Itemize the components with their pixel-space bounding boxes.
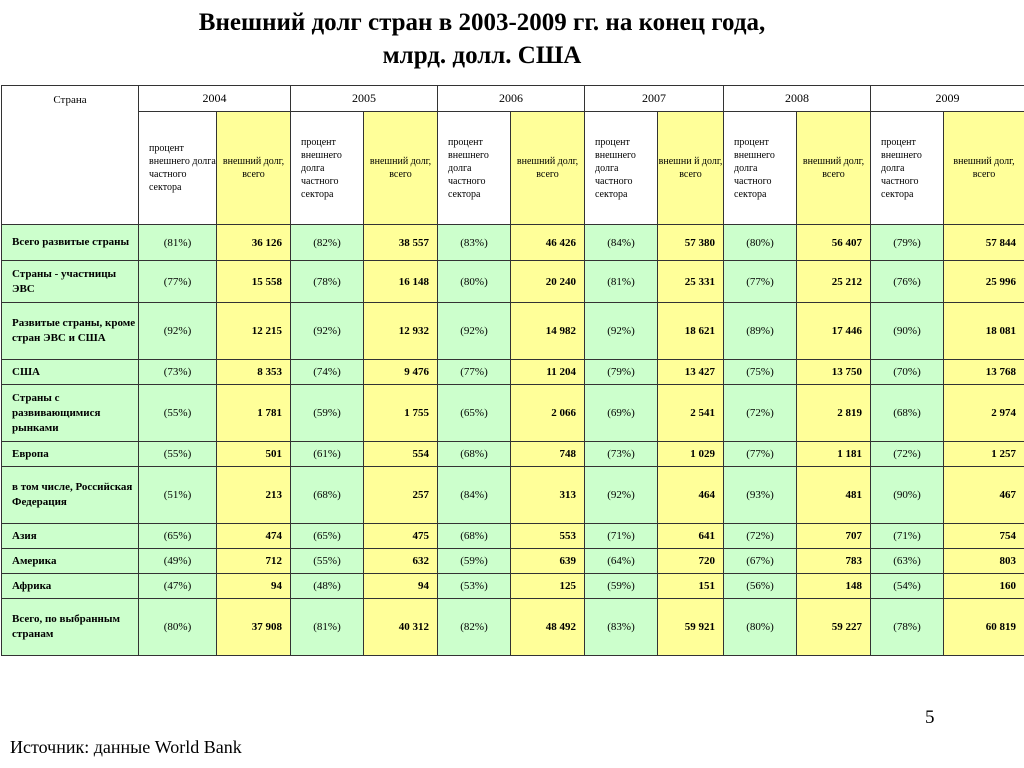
total-debt-cell: 18 081: [944, 303, 1024, 360]
total-debt-cell: 1 781: [217, 385, 291, 442]
total-debt-cell: 25 212: [797, 261, 871, 303]
total-debt-cell: 712: [217, 549, 291, 574]
table-row: [2, 574, 1024, 599]
private-share-cell: (71%): [585, 524, 658, 549]
total-debt-cell: 553: [511, 524, 585, 549]
private-share-cell: (59%): [585, 574, 658, 599]
private-share-cell: (81%): [585, 261, 658, 303]
private-share-cell: (93%): [724, 467, 797, 524]
total-debt-header: внешний долг, всего: [797, 112, 871, 225]
subheader-row: [2, 112, 1024, 225]
private-share-cell: (77%): [724, 261, 797, 303]
slide-title: [0, 6, 1024, 72]
private-share-cell: (65%): [291, 524, 364, 549]
title-line-1: Внешний долг стран в 2003-2009 гг. на конец года,: [198, 9, 766, 36]
private-share-cell: (92%): [139, 303, 217, 360]
total-debt-header: внешни й долг, всего: [658, 112, 724, 225]
private-share-header: процент внешнего долга частного сектора: [724, 112, 797, 225]
page-number: 5: [925, 707, 935, 728]
year-header: 2008: [724, 86, 871, 112]
table-row: [2, 385, 1024, 442]
private-share-cell: (64%): [585, 549, 658, 574]
total-debt-cell: 803: [944, 549, 1024, 574]
private-share-cell: (68%): [438, 524, 511, 549]
private-share-cell: (80%): [724, 599, 797, 656]
total-debt-cell: 11 204: [511, 360, 585, 385]
private-share-cell: (55%): [139, 442, 217, 467]
country-name: Развитые страны, кроме стран ЭВС и США: [2, 303, 139, 360]
total-debt-cell: 12 215: [217, 303, 291, 360]
private-share-cell: (67%): [724, 549, 797, 574]
total-debt-cell: 783: [797, 549, 871, 574]
private-share-cell: (59%): [438, 549, 511, 574]
total-debt-cell: 60 819: [944, 599, 1024, 656]
total-debt-cell: 18 621: [658, 303, 724, 360]
private-share-cell: (54%): [871, 574, 944, 599]
private-share-cell: (90%): [871, 303, 944, 360]
private-share-header: процент внешнего долга частного сектора: [139, 112, 217, 225]
private-share-cell: (65%): [139, 524, 217, 549]
total-debt-cell: 313: [511, 467, 585, 524]
total-debt-cell: 13 750: [797, 360, 871, 385]
private-share-cell: (65%): [438, 385, 511, 442]
private-share-header: процент внешнего долга частного сектора: [585, 112, 658, 225]
private-share-cell: (76%): [871, 261, 944, 303]
private-share-cell: (73%): [585, 442, 658, 467]
table-row: [2, 467, 1024, 524]
total-debt-cell: 748: [511, 442, 585, 467]
total-debt-cell: 15 558: [217, 261, 291, 303]
total-debt-header: внешний долг, всего: [217, 112, 291, 225]
total-debt-cell: 9 476: [364, 360, 438, 385]
country-name: Америка: [2, 549, 139, 574]
year-header: 2004: [139, 86, 291, 112]
private-share-cell: (90%): [871, 467, 944, 524]
country-name: в том числе, Российская Федерация: [2, 467, 139, 524]
private-share-cell: (92%): [585, 467, 658, 524]
year-header: 2006: [438, 86, 585, 112]
total-debt-cell: 16 148: [364, 261, 438, 303]
total-debt-cell: 25 331: [658, 261, 724, 303]
private-share-cell: (56%): [724, 574, 797, 599]
private-share-cell: (80%): [139, 599, 217, 656]
private-share-cell: (68%): [291, 467, 364, 524]
private-share-header: процент внешнего долга частного сектора: [438, 112, 511, 225]
private-share-cell: (77%): [139, 261, 217, 303]
private-share-cell: (59%): [291, 385, 364, 442]
title-line-2: млрд. долл. США: [382, 42, 582, 69]
private-share-header: процент внешнего долга частного сектора: [291, 112, 364, 225]
country-name: США: [2, 360, 139, 385]
private-share-cell: (81%): [291, 599, 364, 656]
total-debt-cell: 148: [797, 574, 871, 599]
private-share-cell: (79%): [585, 360, 658, 385]
private-share-cell: (55%): [139, 385, 217, 442]
private-share-cell: (77%): [724, 442, 797, 467]
total-debt-cell: 25 996: [944, 261, 1024, 303]
private-share-cell: (68%): [871, 385, 944, 442]
total-debt-cell: 57 844: [944, 225, 1024, 261]
private-share-cell: (83%): [438, 225, 511, 261]
table-row: [2, 225, 1024, 261]
source-note: Источник: данные World Bank: [10, 737, 242, 757]
total-debt-cell: 554: [364, 442, 438, 467]
private-share-cell: (75%): [724, 360, 797, 385]
total-debt-cell: 475: [364, 524, 438, 549]
total-debt-cell: 20 240: [511, 261, 585, 303]
private-share-cell: (49%): [139, 549, 217, 574]
total-debt-cell: 160: [944, 574, 1024, 599]
total-debt-cell: 754: [944, 524, 1024, 549]
table-row: [2, 360, 1024, 385]
private-share-cell: (80%): [724, 225, 797, 261]
table-row: [2, 442, 1024, 467]
table-row: [2, 549, 1024, 574]
private-share-cell: (63%): [871, 549, 944, 574]
private-share-cell: (81%): [139, 225, 217, 261]
total-debt-cell: 59 227: [797, 599, 871, 656]
total-debt-header: внешний долг, всего: [364, 112, 438, 225]
total-debt-cell: 8 353: [217, 360, 291, 385]
total-debt-cell: 2 541: [658, 385, 724, 442]
private-share-cell: (47%): [139, 574, 217, 599]
private-share-cell: (48%): [291, 574, 364, 599]
private-share-cell: (78%): [871, 599, 944, 656]
total-debt-cell: 2 819: [797, 385, 871, 442]
country-name: Африка: [2, 574, 139, 599]
private-share-cell: (92%): [585, 303, 658, 360]
total-debt-header: внешний долг, всего: [944, 112, 1024, 225]
private-share-cell: (83%): [585, 599, 658, 656]
country-name: Страны - участницы ЭВС: [2, 261, 139, 303]
total-debt-cell: 59 921: [658, 599, 724, 656]
total-debt-cell: 1 755: [364, 385, 438, 442]
private-share-cell: (69%): [585, 385, 658, 442]
total-debt-cell: 707: [797, 524, 871, 549]
total-debt-cell: 632: [364, 549, 438, 574]
total-debt-cell: 467: [944, 467, 1024, 524]
total-debt-cell: 13 768: [944, 360, 1024, 385]
private-share-cell: (70%): [871, 360, 944, 385]
year-header: 2007: [585, 86, 724, 112]
private-share-cell: (74%): [291, 360, 364, 385]
total-debt-cell: 12 932: [364, 303, 438, 360]
total-debt-cell: 37 908: [217, 599, 291, 656]
total-debt-cell: 481: [797, 467, 871, 524]
private-share-cell: (53%): [438, 574, 511, 599]
total-debt-cell: 14 982: [511, 303, 585, 360]
private-share-cell: (79%): [871, 225, 944, 261]
total-debt-cell: 151: [658, 574, 724, 599]
year-header: 2005: [291, 86, 438, 112]
private-share-cell: (92%): [291, 303, 364, 360]
private-share-cell: (80%): [438, 261, 511, 303]
private-share-cell: (68%): [438, 442, 511, 467]
table-row: [2, 261, 1024, 303]
private-share-cell: (82%): [438, 599, 511, 656]
private-share-cell: (84%): [438, 467, 511, 524]
total-debt-cell: 257: [364, 467, 438, 524]
table-row: [2, 303, 1024, 360]
total-debt-cell: 94: [364, 574, 438, 599]
total-debt-cell: 40 312: [364, 599, 438, 656]
total-debt-cell: 474: [217, 524, 291, 549]
private-share-cell: (92%): [438, 303, 511, 360]
country-name: Европа: [2, 442, 139, 467]
private-share-cell: (72%): [724, 524, 797, 549]
external-debt-table: [1, 85, 1024, 656]
total-debt-header: внешний долг, всего: [511, 112, 585, 225]
total-debt-cell: 38 557: [364, 225, 438, 261]
total-debt-cell: 125: [511, 574, 585, 599]
private-share-cell: (82%): [291, 225, 364, 261]
total-debt-cell: 2 974: [944, 385, 1024, 442]
total-debt-cell: 17 446: [797, 303, 871, 360]
total-debt-cell: 639: [511, 549, 585, 574]
private-share-cell: (77%): [438, 360, 511, 385]
total-debt-cell: 464: [658, 467, 724, 524]
total-debt-cell: 36 126: [217, 225, 291, 261]
year-header: 2009: [871, 86, 1024, 112]
table-body: [2, 225, 1024, 656]
private-share-cell: (55%): [291, 549, 364, 574]
total-debt-cell: 501: [217, 442, 291, 467]
country-name: Азия: [2, 524, 139, 549]
country-name: Всего развитые страны: [2, 225, 139, 261]
total-debt-cell: 13 427: [658, 360, 724, 385]
private-share-cell: (71%): [871, 524, 944, 549]
total-debt-cell: 1 029: [658, 442, 724, 467]
total-debt-cell: 213: [217, 467, 291, 524]
private-share-cell: (78%): [291, 261, 364, 303]
private-share-cell: (73%): [139, 360, 217, 385]
total-debt-cell: 48 492: [511, 599, 585, 656]
total-debt-cell: 720: [658, 549, 724, 574]
table-row: [2, 524, 1024, 549]
year-header-row: [2, 86, 1024, 112]
country-name: Всего, по выбранным странам: [2, 599, 139, 656]
total-debt-cell: 57 380: [658, 225, 724, 261]
private-share-cell: (84%): [585, 225, 658, 261]
table-row: [2, 599, 1024, 656]
private-share-cell: (51%): [139, 467, 217, 524]
country-name: Страны с развивающимися рынками: [2, 385, 139, 442]
private-share-header: процент внешнего долга частного сектора: [871, 112, 944, 225]
total-debt-cell: 1 257: [944, 442, 1024, 467]
total-debt-cell: 2 066: [511, 385, 585, 442]
total-debt-cell: 641: [658, 524, 724, 549]
total-debt-cell: 56 407: [797, 225, 871, 261]
total-debt-cell: 46 426: [511, 225, 585, 261]
total-debt-cell: 1 181: [797, 442, 871, 467]
private-share-cell: (89%): [724, 303, 797, 360]
private-share-cell: (72%): [724, 385, 797, 442]
country-header: Страна: [2, 86, 139, 225]
total-debt-cell: 94: [217, 574, 291, 599]
private-share-cell: (61%): [291, 442, 364, 467]
private-share-cell: (72%): [871, 442, 944, 467]
